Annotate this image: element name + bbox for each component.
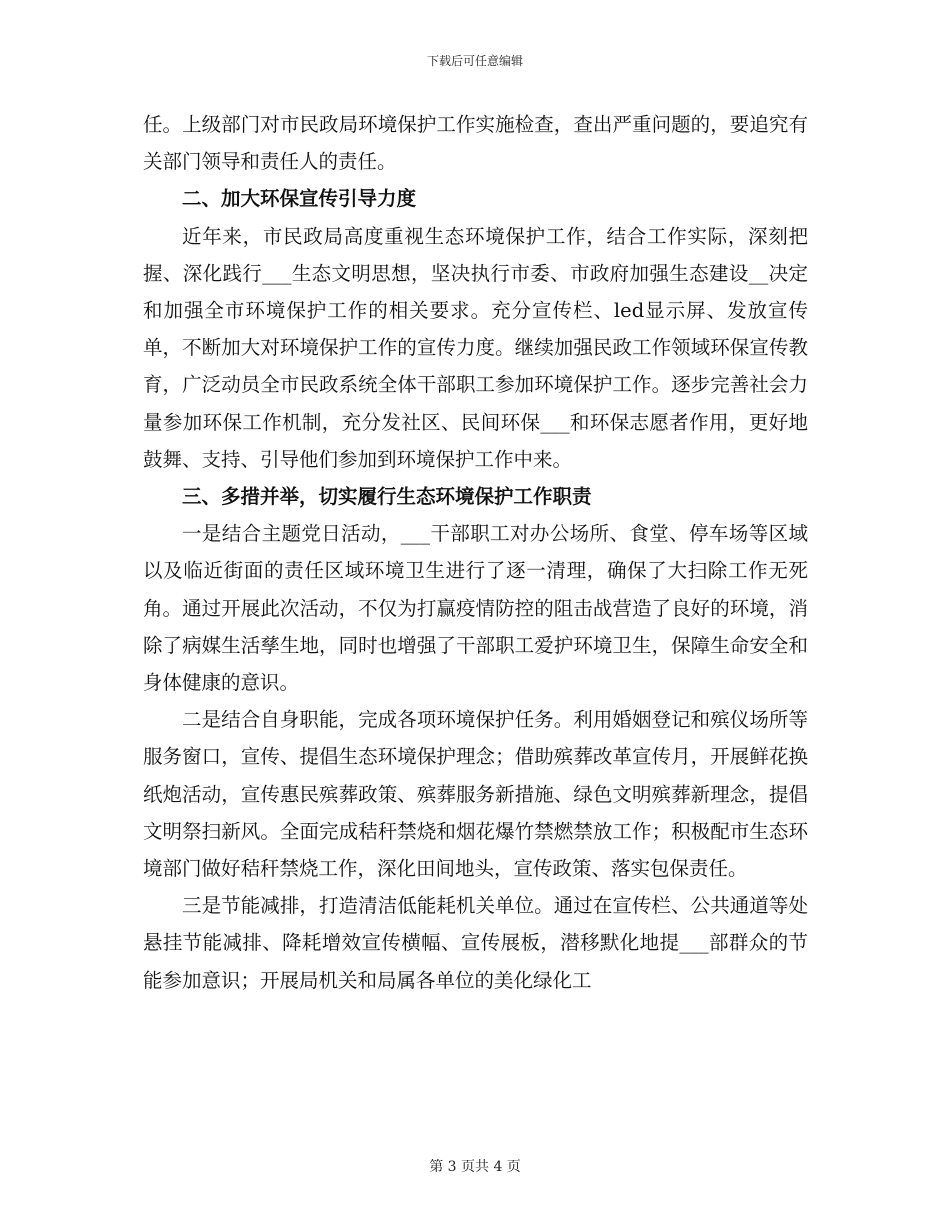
- page-header: 下载后可任意编辑: [426, 54, 523, 68]
- section-heading-2: 二、加大环保宣传引导力度: [182, 187, 417, 211]
- section-heading-3: 三、多措并举，切实履行生态环境保护工作职责: [182, 485, 592, 509]
- page-footer: 第 3 页共 4 页: [429, 1159, 521, 1175]
- document-body: [143, 106, 808, 999]
- paragraph-item-1: 一是结合主题党日活动，___干部职工对办公场所、食堂、停车场等区域以及临近街面的责任区域环境卫生进行了逐一清理，确保了大扫除工作无死角。通过开展此次活动，不仅为打赢疫情防控的阻击战营造了良好的环境，消除了病媒生活孳生地，同时也增强了干部职工爱护环境卫生，保障生命安全和身体健康的意识。: [143, 522, 808, 695]
- paragraph-publicity: 近年来，市民政局高度重视生态环境保护工作，结合工作实际，深刻把握、深化践行___生态文明思想，坚决执行市委、市政府加强生态建设__决定和加强全市环境保护工作的相关要求。充分宣传栏、led显示屏、发放宣传单，不断加大对环境保护工作的宣传力度。继续加强民政工作领域环保宣传教育，广泛动员全市民政系统全体干部职工参加环境保护工作。逐步完善社会力量参加环保工作机制，充分发社区、民间环保___和环保志愿者作用，更好地鼓舞、支持、引导他们参加到环境保护工作中来。: [143, 224, 808, 471]
- paragraph-item-3: 三是节能减排，打造清洁低能耗机关单位。通过在宣传栏、公共通道等处悬挂节能减排、降耗增效宣传横幅、宣传展板，潜移默化地提___部群众的节能参加意识；开展局机关和局属各单位的美化绿化工: [143, 894, 808, 992]
- paragraph-continuation: 任。上级部门对市民政局环境保护工作实施检查，查出严重问题的，要追究有关部门领导和责任人的责任。: [143, 113, 808, 174]
- paragraph-item-2: 二是结合自身职能，完成各项环境保护任务。利用婚姻登记和殡仪场所等服务窗口，宣传、提倡生态环境保护理念；借助殡葬改革宣传月，开展鲜花换纸炮活动，宣传惠民殡葬政策、殡葬服务新措施、绿色文明殡葬新理念，提倡文明祭扫新风。全面完成秸秆禁烧和烟花爆竹禁燃禁放工作；积极配市生态环境部门做好秸秆禁烧工作，深化田间地头，宣传政策、落实包保责任。: [143, 708, 808, 881]
